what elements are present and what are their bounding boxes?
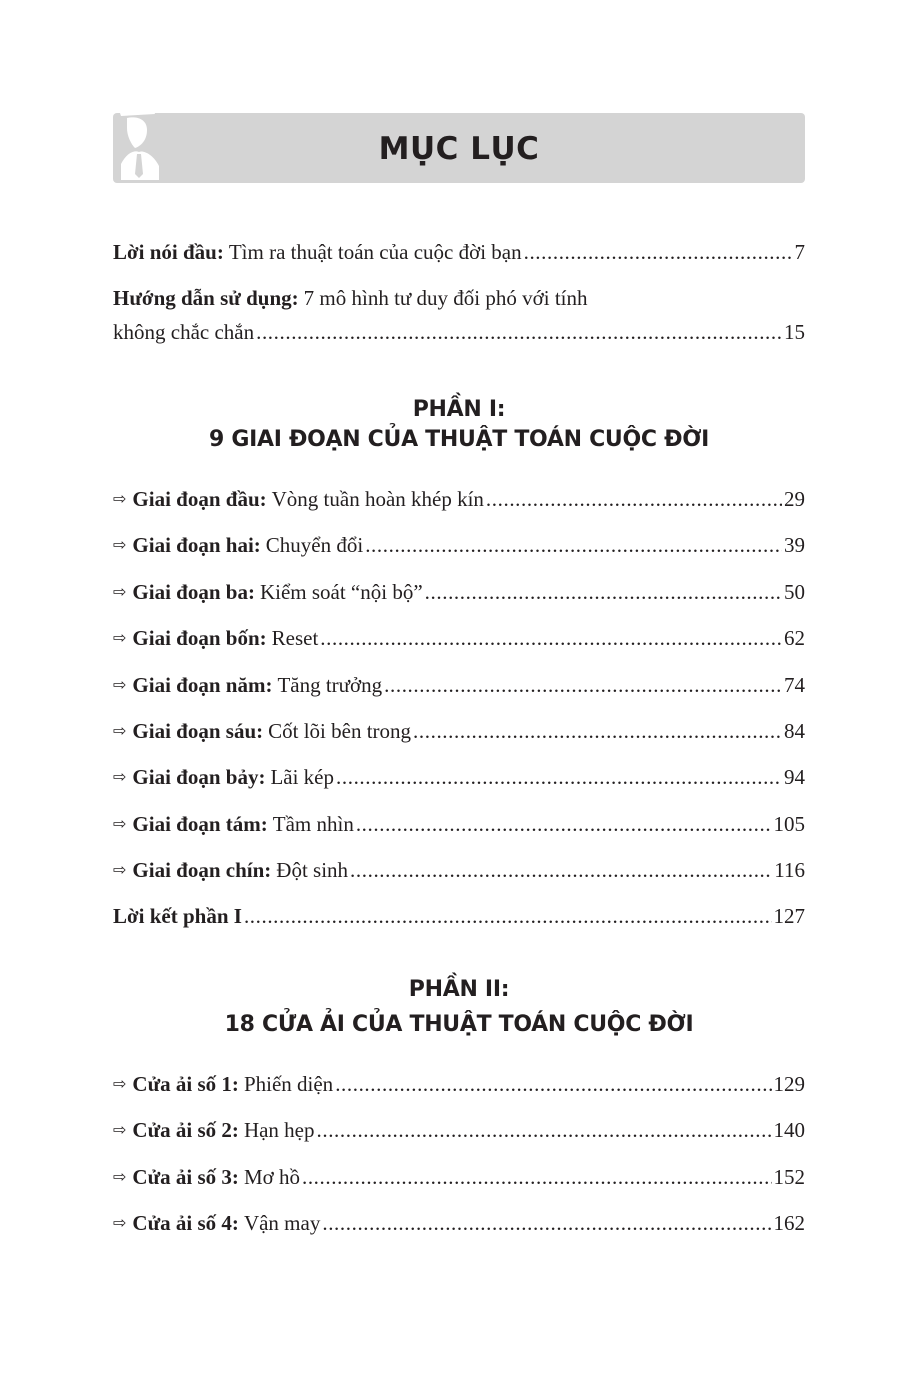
- part2-heading: PHẦN II:: [408, 977, 510, 1002]
- toc-entry: ⇨ Giai đoạn ba: Kiểm soát “nội bộ” ..... 50: [113, 575, 805, 609]
- arrow-icon: ⇨: [113, 1074, 127, 1093]
- arrow-icon: ⇨: [113, 628, 127, 648]
- part1-subheading: 9 GIAI ĐOẠN CỦA THUẬT TOÁN CUỘC ĐỜI: [208, 427, 710, 452]
- toc-entry: ⇨ Cửa ải số 2: Hạn hẹp ..... 140: [113, 1113, 805, 1147]
- part1-heading: PHẦN I:: [412, 397, 506, 422]
- toc-entry: ⇨ Giai đoạn bốn: Reset ..... 62: [113, 621, 805, 655]
- arrow-icon: ⇨: [113, 1120, 127, 1140]
- toc-entry: ⇨ Cửa ải số 3: Mơ hồ ..... 152: [113, 1160, 805, 1194]
- toc-entry-continued: không chắc chắn ..... 15: [113, 315, 805, 349]
- toc-entry: ⇨ Giai đoạn bảy: Lãi kép ..... 94: [113, 760, 805, 794]
- toc-entry: Hướng dẫn sử dụng: 7 mô hình tư duy đối phó với tính: [113, 286, 588, 310]
- arrow-icon: ⇨: [113, 1213, 127, 1233]
- toc-entry: ⇨ Giai đoạn hai: Chuyển đổi ..... 39: [113, 528, 805, 562]
- arrow-icon: ⇨: [113, 721, 127, 740]
- arrow-icon: ⇨: [113, 489, 127, 508]
- toc-entry: ⇨ Giai đoạn tám: Tầm nhìn ..... 105: [113, 807, 805, 841]
- toc-entry-closing: Lời kết phần I ..... 127: [113, 899, 805, 933]
- arrow-icon: ⇨: [113, 860, 127, 880]
- arrow-icon: ⇨: [113, 535, 127, 555]
- toc-entry: ⇨ Cửa ải số 4: Vận may ..... 162: [113, 1206, 805, 1240]
- toc-entry: ⇨ Giai đoạn sáu: Cốt lõi bên trong ..... 84: [113, 714, 805, 748]
- arrow-icon: ⇨: [113, 581, 127, 601]
- arrow-icon: ⇨: [113, 674, 127, 694]
- arrow-icon: ⇨: [113, 1166, 127, 1186]
- page-title: MỤC LỤC: [378, 131, 540, 167]
- toc-entry: ⇨ Giai đoạn chín: Đột sinh ..... 116: [113, 853, 805, 887]
- arrow-icon: ⇨: [113, 813, 127, 833]
- arrow-icon: ⇨: [113, 767, 127, 787]
- toc-entry: ⇨ Giai đoạn năm: Tăng trưởng ..... 74: [113, 668, 805, 702]
- toc-entry: Lời nói đầu: Tìm ra thuật toán của cuộc đời bạn ..... 7: [113, 235, 805, 269]
- toc-entry: ⇨ Giai đoạn đầu: Vòng tuần hoàn khép kín ..... 29: [113, 482, 805, 516]
- toc-entry: ⇨ Cửa ải số 1: Phiến diện ..... 129: [113, 1067, 805, 1101]
- part2-subheading: 18 CỬA ẢI CỦA THUẬT TOÁN CUỘC ĐỜI: [224, 1012, 694, 1037]
